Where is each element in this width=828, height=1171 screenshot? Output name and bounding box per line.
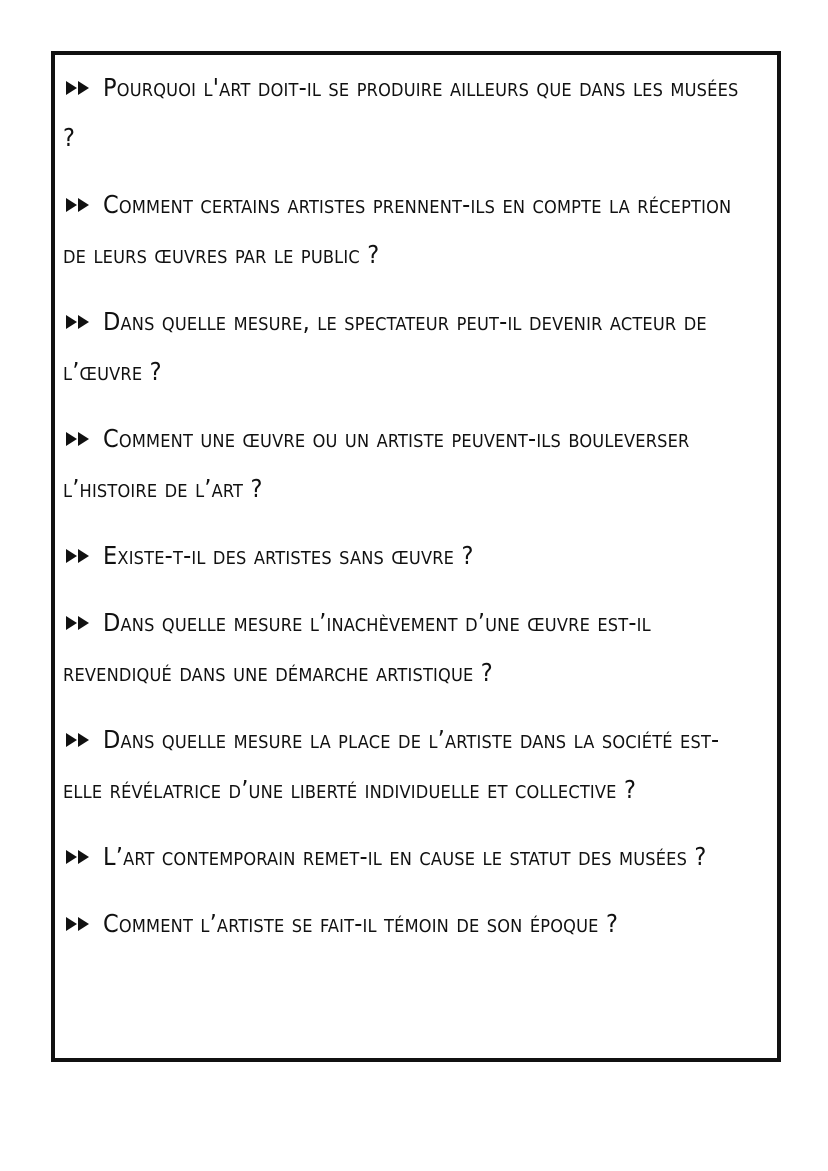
question-list (55, 55, 777, 949)
list-item (63, 180, 757, 280)
question-text: Dans quelle mesure, le spectateur peut-il devenir acteur de l’œuvre ? (63, 307, 707, 386)
double-arrow-right-icon (65, 548, 95, 564)
double-arrow-right-icon (65, 197, 95, 213)
list-item (63, 715, 757, 815)
list-item (63, 598, 757, 698)
question-text: Existe-t-il des artistes sans œuvre ? (103, 541, 474, 570)
list-item (63, 63, 757, 163)
question-text: Comment certains artistes prennent-ils en compte la réception de leurs œuvres par le public ? (63, 190, 732, 269)
list-item (63, 297, 757, 397)
question-text: Dans quelle mesure la place de l’artiste dans la société est-elle révélatrice d’une liberté individuelle et collective ? (63, 725, 720, 804)
question-box (51, 51, 781, 1062)
double-arrow-right-icon (65, 849, 95, 865)
question-text: Pourquoi l'art doit-il se produire ailleurs que dans les musées ? (63, 73, 739, 152)
double-arrow-right-icon (65, 916, 95, 932)
list-item (63, 832, 757, 882)
list-item (63, 414, 757, 514)
question-text: Comment une œuvre ou un artiste peuvent-ils bouleverser l’histoire de l’art ? (63, 424, 690, 503)
double-arrow-right-icon (65, 431, 95, 447)
question-text: L’art contemporain remet-il en cause le statut des musées ? (103, 842, 707, 871)
question-text: Comment l’artiste se fait-il témoin de son époque ? (103, 909, 619, 938)
list-item (63, 899, 757, 949)
double-arrow-right-icon (65, 314, 95, 330)
list-item (63, 531, 757, 581)
double-arrow-right-icon (65, 732, 95, 748)
question-text: Dans quelle mesure l’inachèvement d’une œuvre est-il revendiqué dans une démarche artistique ? (63, 608, 651, 687)
double-arrow-right-icon (65, 615, 95, 631)
double-arrow-right-icon (65, 80, 95, 96)
